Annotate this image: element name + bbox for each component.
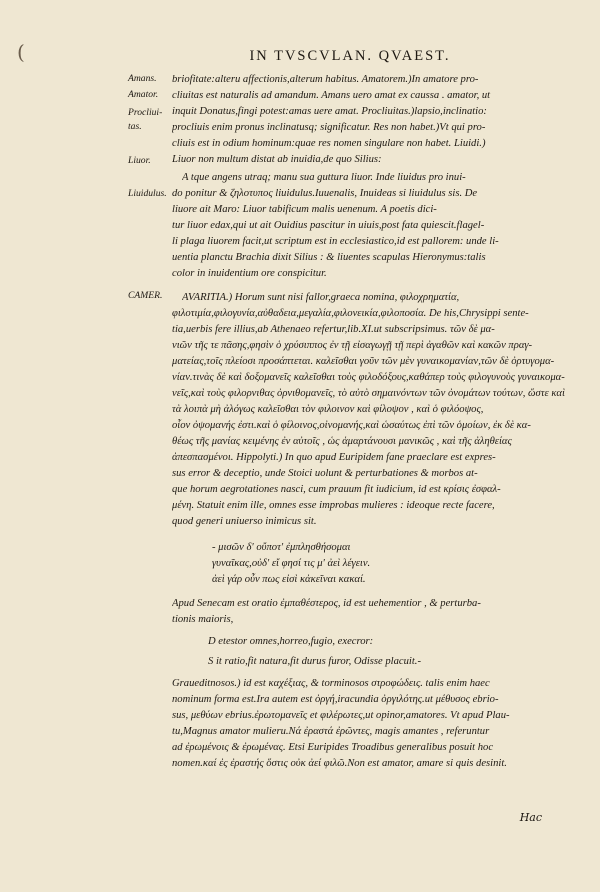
text-line: θέως τῆς μανίας κειμένης ἐν αὐτοῖς , ὡς ἁμαρτάνουσι μανικῶς , καὶ τῆς ἀληθείας (172, 436, 512, 447)
text-line: AVARITIA.) Horum sunt nisi fallor,graeca nomina, φιλοχρηματία, (182, 292, 460, 303)
margin-note-amans: Amans. (128, 73, 157, 84)
text-line: ἀπεσπασμένοι. Hippolyti.) In quo apud Euripidem fane praeclare est expres- (172, 452, 496, 463)
latin-verse-line: D etestor omnes,horreo,fugio, execror: (208, 636, 374, 647)
text-line: nominum forma est.Ira autem est ὀργή,iracundia ὀργιλότης.ut μέθυσος ebrio- (172, 694, 499, 705)
text-line: nomen.καί ἐς ἐραστής ὅστις οὐκ ἀεί φιλῶ.Non est amator, amare si quis desinit. (172, 758, 507, 769)
text-line: Graueditnosos.) id est καχέξιας, & torminosos στροφώδεις. talis enim haec (172, 678, 490, 689)
greek-verse-line: γυναῖκας,οὐδ' εἴ φησί τις μ' ἀεὶ λέγειν. (212, 558, 371, 569)
text-line: quod generi uniuerso inimicus sit. (172, 516, 317, 527)
text-line: que horum aegrotationes nasci, cum prauum fit iudicium, id est κρίσις ἐσφαλ- (172, 484, 501, 495)
text-line: A tque angens utraq; manu sua guttura liuor. Inde liuidus pro inui- (182, 172, 466, 183)
text-line: briofitate:alteru affectionis,alterum habitus. Amatorem.)In amatore pro- (172, 74, 479, 85)
text-line: uentia planctu Brachia dixit Silius : & liuentes scapulas Hieronymus:talis (172, 252, 486, 263)
text-line: liuore ait Maro: Liuor tabificum malis uenenum. A poetis dici- (172, 204, 437, 215)
text-line: νεῖς,καὶ τοὺς φιλορνιθας ὀρνιθομανεῖς, τὸ αὐτὸ σημαινόντων τῶν ὀνομάτων τούτων, ὥστε καὶ (172, 388, 565, 399)
margin-note-liuor: Liuor. (128, 155, 151, 166)
text-line: color in inuidentium ore conspicitur. (172, 268, 327, 279)
text-line: sus, μεθύων ebrius.ἐρωτομανεῖς et φιλέρωτες,ut opinor,amatores. Vt apud Plau- (172, 710, 510, 721)
text-line: τὰ λοιπὰ μὴ ἀλόγως καλεῖσθαι τὸν φιλοινον καὶ φίλοψον , καὶ ὁ φιλόοψος, (172, 404, 484, 415)
text-line: inquit Donatus,fingi potest:amas uere amat. Procliuitas.)lapsio,inclinatio: (172, 106, 487, 117)
catchword: Hac (519, 811, 542, 824)
text-line: tu,Magnus amator mulieru.Νά ἐραστά ἐρῶντες, magis amantes , referuntur (172, 726, 490, 737)
margin-note-amator: Amator. (128, 89, 159, 100)
text-line: Liuor non multum distat ab inuidia,de quo Silius: (172, 154, 382, 165)
text-line: tur liuor edax,qui ut ait Ouidius pascitur in uiuis,post fata quiescit.flagel- (172, 220, 485, 231)
text-line: cliuitas est naturalis ad amandum. Amans uero amat ex caussa . amator, ut (172, 90, 491, 101)
text-line: li plaga liuorem facit,ut scriptum est in ecclesiastico,id est pallorem: unde li- (172, 236, 499, 247)
text-line: procliuis enim pronus inclinatusq; significatur. Res non habet.)Vt qui pro- (172, 122, 486, 133)
margin-note-liuidulus: Liuidulus. (128, 188, 167, 199)
text-line: νιῶν τῆς τε πᾶσης,φησὶν ὁ χρύσιππος ἐν τῇ εἰσαγωγῇ τῇ περὶ ἀγαθῶν καὶ κακῶν πραγ- (172, 340, 533, 351)
text-line: tia,uerbis fere illius,ab Athenaeo refertur,lib.XI.ut subscripsimus. τῶν δὲ μα- (172, 324, 495, 335)
text-line: φιλοτιμία,φιλογυνία,αὐθαδεια,μεγαλία,φιλονεικία,φιλοποσία. De his,Chrysippi sente- (172, 308, 529, 319)
margin-note-procliuitas-1: Procliui- (128, 107, 163, 118)
text-line: Apud Senecam est oratio ἐμπαθέστερος, id est uehementior , & perturba- (172, 598, 481, 609)
text-line: do ponitur & ζηλοτυπος liuidulus.Iuuenalis, Inuideas si liuidulus sis. De (172, 188, 478, 199)
margin-note-procliuitas-2: tas. (128, 121, 142, 132)
page-edge-mark: ( (17, 40, 25, 64)
text-line: cliuis est in odium hominum:quae res nomen singulare non habet. Liuidi.) (172, 138, 486, 149)
margin-note-camer: CAMER. (128, 290, 163, 301)
text-line: ματείας,τοῖς πλείοσι προσάπτεται. καλεῖσθαι γοῦν τῶν μὲν γυναικομανίαν,τῶν δὲ ὀρτυγομα- (172, 356, 555, 367)
text-line: νίαν.τινὰς δὲ καὶ δοξομανεῖς καλεῖσθαι τοὺς φιλοδόξους,καθάπερ τοὺς φιλογυνοὺς γυναικομα- (172, 372, 565, 383)
text-line: tionis maioris, (172, 614, 234, 625)
text-line: οἷον ὀψομανής ἐστι.καὶ ὁ φίλοινος,οἰνομανής,καὶ ὡσαύτως ἐπὶ τῶν ὁμοίων, ἐκ δὲ κα- (172, 420, 531, 431)
text-line: μένη. Statuit enim ille, omnes esse improbas mulieres : ideoque recte facere, (172, 500, 495, 511)
text-line: ad ἐρωμένοις & ἐρωμένας. Etsi Euripides Troadibus generalibus posuit hoc (172, 742, 494, 753)
latin-verse-line: S it ratio,fit natura,fit durus furor, Odisse placuit.- (208, 656, 421, 667)
text-line: sus error & deceptio, unde Stoici uolunt & perturbationes & morbos at- (172, 468, 478, 479)
greek-verse-line: ἀεὶ γάρ οὖν πως εἰσὶ κἀκεῖναι κακαί. (212, 574, 366, 585)
greek-verse-line: - μισῶν δ' οὔποτ' ἐμπλησθήσομαι (212, 542, 351, 553)
running-header: IN TVSCVLAN. QVAEST. (249, 48, 451, 64)
